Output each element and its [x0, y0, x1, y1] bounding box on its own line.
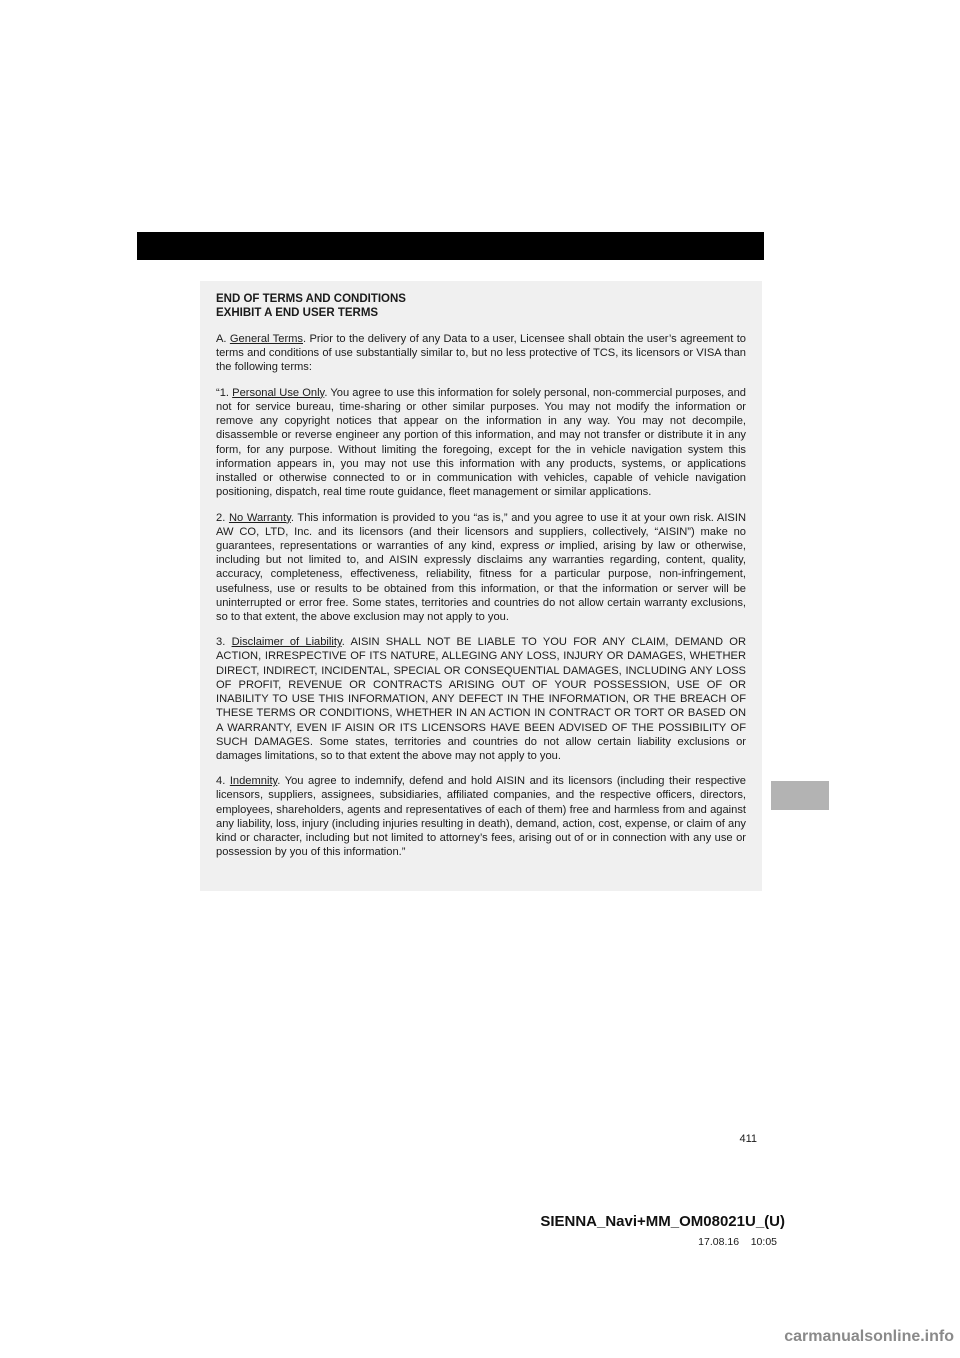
page-number: 411: [739, 1133, 757, 1145]
header-bar: [137, 232, 764, 260]
print-timestamp: [560, 1236, 777, 1248]
section-prefix: 2.: [216, 511, 229, 524]
section-body: . You agree to use this information for solely personal, non-commercial purposes, and not for service bureau, time-sharing or other similar purposes. You may not modify the information or remove any copyright notices that appear on the information in any way. You may not decompile, disassemble or reverse engineer any portion of this information, and may not transfer or distribute it in any form, for any purpose. Without limiting the foregoing, except for the in vehicle navigation system this information appears in, you may not use this information with any products, systems, or applications installed or otherwise connected to or in communication with vehicles, capable of vehicle navigation positioning, dispatch, real time route guidance, fleet management or similar applications.: [216, 386, 746, 499]
heading-exhibit-a: EXHIBIT A END USER TERMS: [216, 307, 379, 319]
heading-end-of-terms: END OF TERMS AND CONDITIONS: [216, 293, 406, 305]
section-no-warranty: [216, 511, 746, 625]
term-disclaimer-of-liability: Disclaimer of Liability: [231, 636, 342, 649]
section-indemnity: [216, 774, 746, 859]
section-prefix: “1.: [216, 386, 233, 399]
terms-document: [216, 292, 746, 871]
section-body: . You agree to indemnify, defend and hold AISIN and its licensors (including their respective licensors, suppliers, assignees, subsidiaries, affiliated companies, and the respective officers, directors, employees, shareholders, agents and representatives of each of them) free and harmless from and against any liability, loss, injury (including injuries resulting in death), demand, action, cost, expense, or claim of any kind or character, including but not limited to attorney’s fees, arising out of or in connection with any use or possession by you of this information.”: [216, 775, 746, 859]
section-disclaimer-of-liability: [216, 635, 746, 763]
section-body: . Prior to the delivery of any Data to a user, Licensee shall obtain the user’s agreement to terms and conditions of use substantially similar to, but no less protective of TCS, its licensors or VISA than the following terms:: [216, 333, 746, 374]
print-date: 17.08.16: [698, 1236, 740, 1248]
section-body: . This information is provided to you “as is,” and you agree to use it at your own risk. AISIN AW CO, LTD, Inc. and its licensors (and their licensors and suppliers, collectively, “AISIN”) make no guarantees, representations or warranties of any kind, express: [216, 511, 747, 552]
watermark-text: carmanualsonline.info: [784, 1328, 954, 1345]
section-prefix: 4.: [216, 775, 230, 788]
section-prefix: 3.: [216, 636, 232, 649]
chapter-side-tab: [771, 781, 829, 810]
section-personal-use-only: [216, 386, 746, 500]
print-time: 10:05: [750, 1236, 777, 1248]
section-general-terms: [216, 332, 746, 375]
section-prefix: A.: [216, 333, 230, 345]
term-no-warranty: No Warranty: [228, 511, 291, 524]
document-code: SIENNA_Navi+MM_OM08021U_(U): [540, 1213, 785, 1230]
emphasis-or: or: [544, 539, 555, 552]
term-personal-use-only: Personal Use Only: [232, 386, 325, 399]
term-general-terms: General Terms: [229, 333, 303, 345]
section-body-rest: implied, arising by law or otherwise, including but not limited to, and AISIN expressly disclaims any warranties regarding, content, quality, accuracy, completeness, effectiveness, reliability, fitness for a particular purpose, non-infringement, usefulness, use or results to be obtained from this information, or that the information or server will be uninterrupted or error free. Some states, territories and countries do not allow certain warranty exclusions, so to that extent, the above exclusion may not apply to you.: [216, 539, 746, 623]
term-indemnity: Indemnity: [229, 775, 278, 788]
section-body: . AISIN SHALL NOT BE LIABLE TO YOU FOR ANY CLAIM, DEMAND OR ACTION, IRRESPECTIVE OF ITS NATURE, ALLEGING ANY LOSS, INJURY OR DAMAGES, WHETHER DIRECT, INDIRECT, INCIDENTAL, SPECIAL OR CONSEQUENTIAL DAMAGES, INCLUDING ANY LOSS OF PROFIT, REVENUE OR CONTRACTS ARISING OUT OF YOUR POSSESSION, USE OF OR INABILITY TO USE THIS INFORMATION, ANY DEFECT IN THE INFORMATION, OR THE BREACH OF THESE TERMS OR CONDITIONS, WHETHER IN AN ACTION IN CONTRACT OR TORT OR BASED ON A WARRANTY, EVEN IF AISIN OR ITS LICENSORS HAVE BEEN ADVISED OF THE POSSIBILITY OF SUCH DAMAGES. Some states, territories and countries do not allow certain liability exclusions or damages limitations, so to that extent the above may not apply to you.: [216, 636, 746, 762]
